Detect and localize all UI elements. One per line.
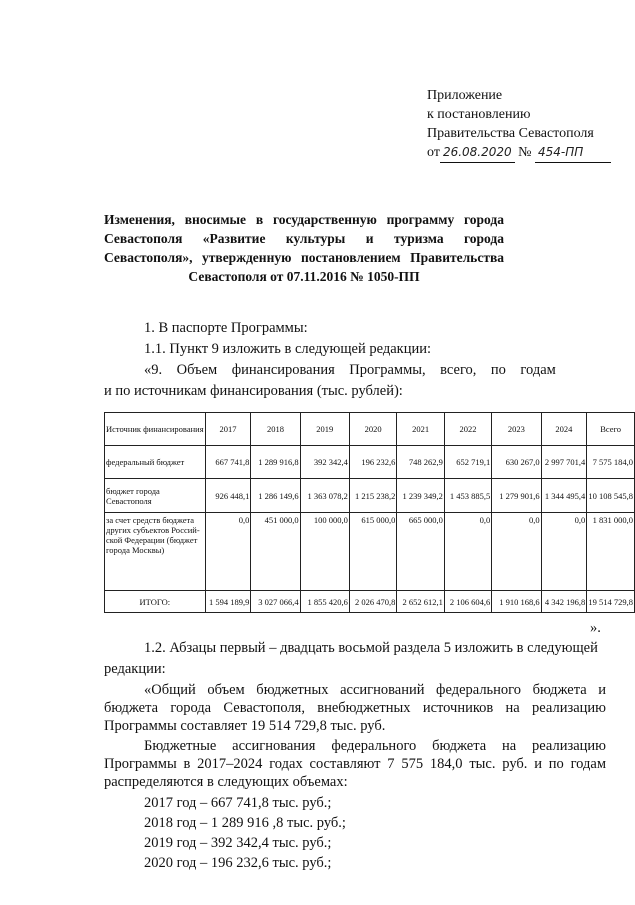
header-2018: 2018	[251, 413, 300, 446]
row-source: федеральный бюджет	[105, 446, 206, 479]
cell: 7 575 184,0	[587, 446, 635, 479]
table-row	[105, 513, 635, 591]
appendix-date-line	[427, 143, 611, 163]
table-closing-quote: ».	[590, 620, 601, 636]
cell: 0,0	[492, 513, 541, 591]
item-9-line-2: и по источникам финансирования (тыс. рублей):	[104, 383, 403, 399]
header-2019: 2019	[300, 413, 349, 446]
date-prefix: от	[427, 145, 440, 160]
document-title: Изменения, вносимые в государственную программу города Севастополя «Развитие культуры и туризма города Севастополя», утвержденную постановлением Правительства Севастополя от 07.11.2016 № 1050-ПП	[104, 212, 504, 284]
cell: 630 267,0	[492, 446, 541, 479]
cell: 1 855 420,6	[300, 591, 349, 613]
header-2022: 2022	[444, 413, 491, 446]
cell: 3 027 066,4	[251, 591, 300, 613]
table-row	[105, 446, 635, 479]
row-source: за счет средств бюджета других субъектов Россий-ской Федерации (бюджет города Москвы)	[105, 513, 206, 591]
cell: 1 453 885,5	[444, 479, 491, 513]
cell: 2 106 604,6	[444, 591, 491, 613]
cell: 0,0	[205, 513, 251, 591]
cell: 667 741,8	[205, 446, 251, 479]
list-item: 2019 год – 392 342,4 тыс. руб.;	[144, 835, 332, 851]
header-source: Источник финансирования	[105, 413, 206, 446]
cell: 2 997 701,4	[541, 446, 587, 479]
cell: 196 232,6	[349, 446, 396, 479]
item-1-1: 1.1. Пункт 9 изложить в следующей редакции:	[144, 341, 432, 357]
cell: 0,0	[444, 513, 491, 591]
cell: 451 000,0	[251, 513, 300, 591]
header-2024: 2024	[541, 413, 587, 446]
financing-table	[104, 412, 635, 613]
cell: 926 448,1	[205, 479, 251, 513]
header-total: Всего	[587, 413, 635, 446]
list-item: 2017 год – 667 741,8 тыс. руб.;	[144, 795, 332, 811]
cell: 1 363 078,2	[300, 479, 349, 513]
cell: 1 344 495,4	[541, 479, 587, 513]
cell: 2 026 470,8	[349, 591, 396, 613]
item-9-line-1: «9. Объем финансирования Программы, всего, по годам	[144, 362, 556, 378]
cell: 665 000,0	[397, 513, 444, 591]
header-2021: 2021	[397, 413, 444, 446]
header-2017: 2017	[205, 413, 251, 446]
year-allocation-list	[144, 793, 346, 873]
table-header-row	[105, 413, 635, 446]
cell: 4 342 196,8	[541, 591, 587, 613]
cell: 0,0	[541, 513, 587, 591]
cell: 1 279 901,6	[492, 479, 541, 513]
handwritten-number: 454-ПП	[535, 143, 611, 163]
table-row	[105, 479, 635, 513]
row-source: бюджет города Севастополя	[105, 479, 206, 513]
cell: 1 215 238,2	[349, 479, 396, 513]
item-1-2-line-1: 1.2. Абзацы первый – двадцать восьмой раздела 5 изложить в следующей	[144, 640, 598, 656]
appendix-line-2: к постановлению	[427, 107, 531, 122]
cell: 1 831 000,0	[587, 513, 635, 591]
total-budget-paragraph: «Общий объем бюджетных ассигнований федерального бюджета и бюджета города Севастополя, внебюджетных источников на реализацию Программы составляет 19 514 729,8 тыс. руб.	[104, 682, 606, 734]
row-source: ИТОГО:	[105, 591, 206, 613]
header-2020: 2020	[349, 413, 396, 446]
cell: 19 514 729,8	[587, 591, 635, 613]
cell: 652 719,1	[444, 446, 491, 479]
cell: 2 652 612,1	[397, 591, 444, 613]
cell: 10 108 545,8	[587, 479, 635, 513]
federal-budget-paragraph: Бюджетные ассигнования федерального бюджета на реализацию Программы в 2017–2024 годах составляют 7 575 184,0 тыс. руб. и по годам распределяются в следующих объемах:	[104, 738, 606, 790]
table-total-row	[105, 591, 635, 613]
cell: 748 262,9	[397, 446, 444, 479]
cell: 100 000,0	[300, 513, 349, 591]
cell: 1 239 349,2	[397, 479, 444, 513]
cell: 1 286 149,6	[251, 479, 300, 513]
appendix-line-3: Правительства Севастополя	[427, 126, 594, 141]
cell: 392 342,4	[300, 446, 349, 479]
cell: 615 000,0	[349, 513, 396, 591]
item-1-2-line-2: редакции:	[104, 661, 166, 677]
header-2023: 2023	[492, 413, 541, 446]
cell: 1 289 916,8	[251, 446, 300, 479]
appendix-block	[427, 86, 611, 163]
list-item: 2020 год – 196 232,6 тыс. руб.;	[144, 855, 332, 871]
handwritten-date: 26.08.2020	[440, 143, 515, 163]
section-1-heading: 1. В паспорте Программы:	[144, 320, 308, 336]
appendix-line-1: Приложение	[427, 88, 503, 103]
cell: 1 594 189,9	[205, 591, 251, 613]
number-prefix: №	[518, 145, 532, 160]
list-item: 2018 год – 1 289 916 ,8 тыс. руб.;	[144, 815, 346, 831]
cell: 1 910 168,6	[492, 591, 541, 613]
